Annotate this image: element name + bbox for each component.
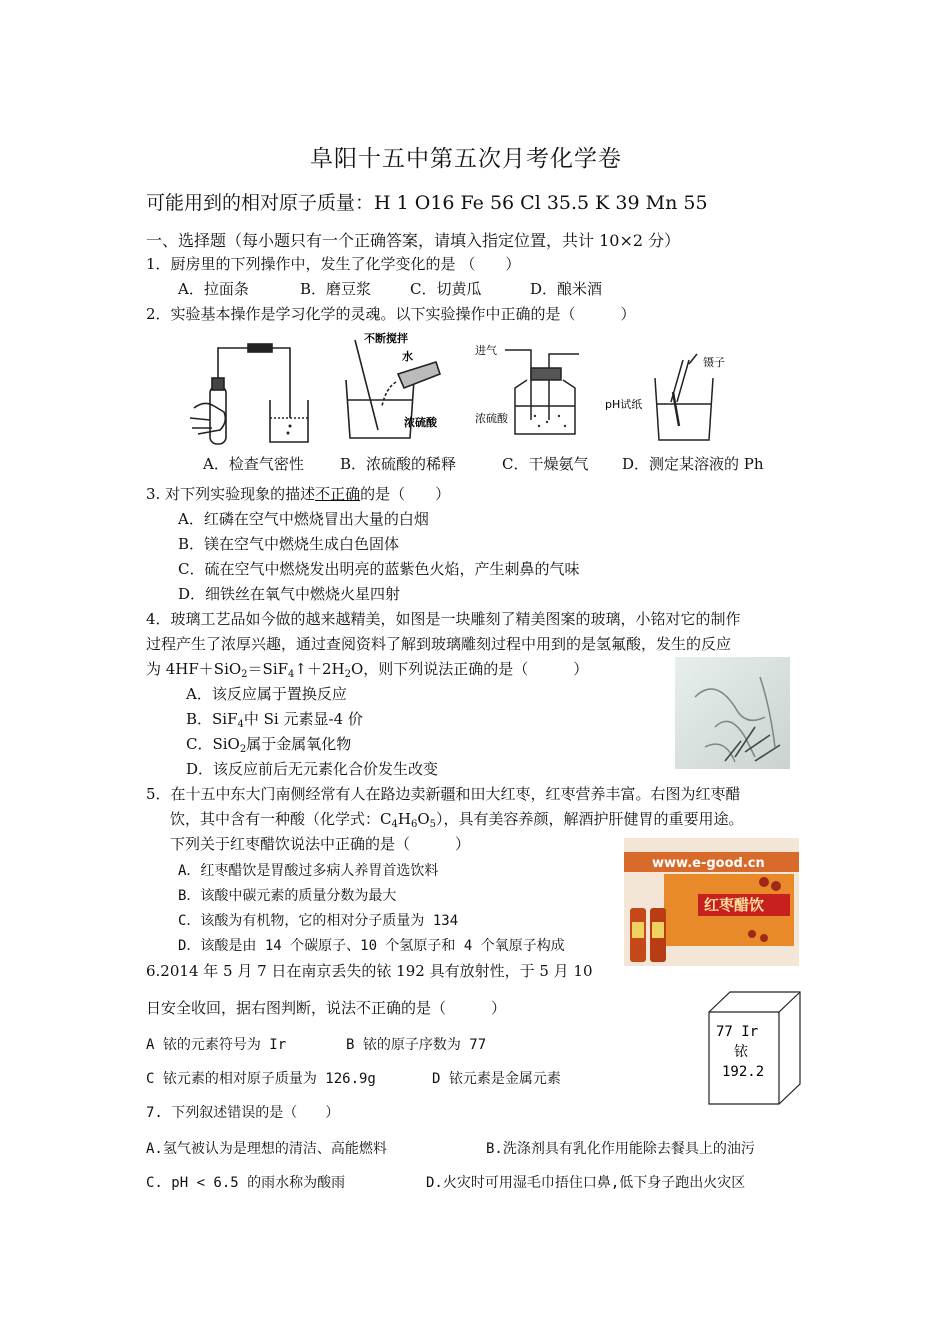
q5-option-b: B．该酸中碳元素的质量分数为最大 [178,888,397,904]
q5-line2: 饮，其中含有一种酸（化学式：$C_4H_6O_5$），具有美容养颜，解酒护肝健胃的重要用途。 [170,810,744,830]
cube-element-name: 铱 [734,1044,748,1060]
q3-option-b: B．镁在空气中燃烧生成白色固体 [178,535,400,553]
photo-banner-text: www.e-good.cn [652,856,765,871]
q1-option-a: A．拉面条 [178,280,249,298]
q6-option-a: A 铱的元素符号为 Ir [146,1037,287,1053]
q6-line1: 6.2014 年 5 月 7 日在南京丢失的铱 192 具有放射性，于 5 月 10 [146,962,593,980]
q4-line2: 过程产生了浓厚兴趣，通过查阅资料了解到玻璃雕刻过程中用到的是氢氟酸，发生的反应 [146,635,732,653]
q6-line2: 日安全收回，据右图判断，说法不正确的是（ ） [146,999,507,1017]
q5-option-c: C．该酸为有机物，它的相对分子质量为 134 [178,913,459,929]
fig-label-stir: 不断搅拌 [364,332,408,345]
q1-option-c: C．切黄瓜 [410,280,482,298]
q6-option-d: D 铱元素是金属元素 [432,1071,561,1087]
q2-stem: 2．实验基本操作是学习化学的灵魂。以下实验操作中正确的是（ ） [146,305,636,323]
q3-stem: 3. 对下列实验现象的描述不正确的是（ ） [146,485,451,503]
q7-option-d: D.火灾时可用湿毛巾捂住口鼻,低下身子跑出火灾区 [426,1175,746,1191]
q7-option-b: B.洗涤剂具有乳化作用能除去餐具上的油污 [486,1141,755,1157]
q7-option-a: A.氢气被认为是理想的清洁、高能燃料 [146,1141,387,1157]
q4-option-b: B．SiF$_4$中 Si 元素显-4 价 [186,710,363,730]
q3-option-c: C．硫在空气中燃烧发出明亮的蓝紫色火焰，产生刺鼻的气味 [178,560,580,578]
fig-label-inlet: 进气 [475,344,497,357]
fig-label-ph-paper: pH试纸 [605,398,643,411]
q2-option-c: C．干燥氨气 [502,455,589,473]
q3-option-a: A．红磷在空气中燃烧冒出大量的白烟 [178,510,429,528]
q5-option-a: A．红枣醋饮是胃酸过多病人养胃首选饮料 [178,863,439,879]
q7-stem: 7. 下列叙述错误的是（ ） [146,1105,340,1121]
q4-option-a: A．该反应属于置换反应 [186,685,347,703]
atomic-masses: 可能用到的相对原子质量：H 1 O16 Fe 56 Cl 35.5 K 39 Mn 55 [146,192,708,214]
cube-number-symbol: 77 Ir [716,1024,759,1040]
fig-label-tweezers: 镊子 [703,356,725,369]
q6-option-c: C 铱元素的相对原子质量为 126.9g [146,1071,376,1087]
q5-option-d: D．该酸是由 14 个碳原子、10 个氢原子和 4 个氧原子构成 [178,938,565,954]
q4-line3: 为 $4HF+SiO_2=SiF_4↑+2H_2O$，则下列说法正确的是（ ） [146,660,589,680]
fig-label-acid: 浓硫酸 [404,416,437,429]
q6-option-b: B 铱的原子序数为 77 [346,1037,487,1053]
q4-option-d: D．该反应前后无元素化合价发生改变 [186,760,439,778]
dilution-apparatus-figure [340,330,460,445]
q7-option-c: C. pH < 6.5 的雨水称为酸雨 [146,1175,346,1191]
drying-apparatus-figure [475,340,590,440]
cube-atomic-mass: 192.2 [722,1064,765,1080]
fig-label-conc-acid: 浓硫酸 [475,412,508,425]
q1-option-b: B．磨豆浆 [300,280,372,298]
q2-option-a: A．检查气密性 [203,455,304,473]
q3-option-d: D．细铁丝在氧气中燃烧火星四射 [178,585,401,603]
q5-line1: 5．在十五中东大门南侧经常有人在路边卖新疆和田大红枣，红枣营养丰富。右图为红枣醋 [146,785,741,803]
q4-option-c: C．SiO$_2$属于金属氧化物 [186,735,352,755]
q3-stem-underlined: 不正确 [315,485,361,503]
q1-option-d: D．酿米酒 [530,280,603,298]
page-title: 阜阳十五中第五次月考化学卷 [310,146,622,172]
fig-label-water: 水 [402,350,413,363]
q2-option-d: D．测定某溶液的 Ph [622,455,764,473]
airtightness-apparatus-figure [190,338,310,448]
photo-product-text: 红枣醋饮 [704,896,765,914]
q2-option-b: B．浓硫酸的稀释 [340,455,457,473]
q5-line3: 下列关于红枣醋饮说法中正确的是（ ） [170,835,471,853]
etched-glass-photo [675,657,790,769]
ph-test-apparatus-figure [605,348,735,443]
iridium-element-cube [706,990,802,1106]
q4-line1: 4．玻璃工艺品如今做的越来越精美，如图是一块雕刻了精美图案的玻璃，小铭对它的制作 [146,610,741,628]
jujube-vinegar-photo [624,838,799,966]
q1-stem: 1．厨房里的下列操作中，发生了化学变化的是 （ ） [146,255,521,273]
section-heading: 一、选择题（每小题只有一个正确答案，请填入指定位置，共计 10×2 分） [146,231,681,250]
